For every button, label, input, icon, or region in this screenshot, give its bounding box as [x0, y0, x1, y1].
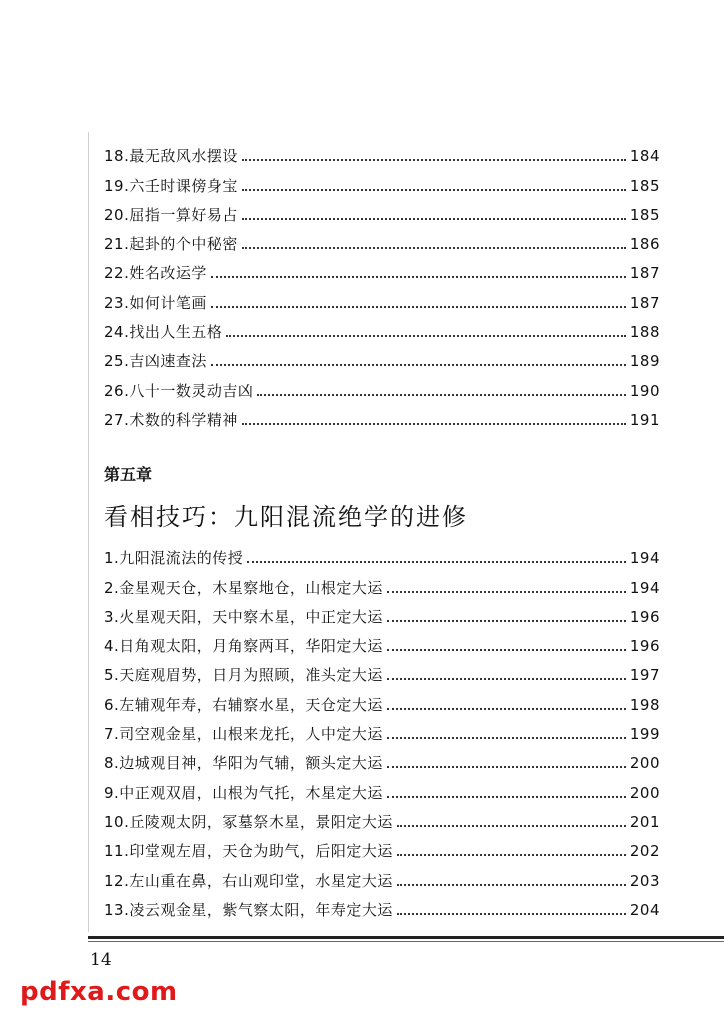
- dot-leader: [242, 247, 626, 249]
- dot-leader: [387, 737, 626, 739]
- toc-entry: [104, 656, 660, 685]
- toc-entry-title: 25.吉凶速查法: [104, 352, 207, 371]
- toc-entry: [104, 401, 660, 430]
- dot-leader: [247, 561, 626, 563]
- toc-entry: [104, 803, 660, 832]
- toc-entry-page: 189: [629, 352, 660, 371]
- toc-entry-title: 24.找出人生五格: [104, 323, 223, 342]
- toc-entry-title: 13.凌云观金星，紫气察太阳，年寿定大运: [104, 900, 393, 919]
- toc-entry-page: 199: [629, 725, 660, 744]
- toc-entry-page: 191: [629, 410, 660, 429]
- dot-leader: [242, 159, 626, 161]
- toc-entry: [104, 283, 660, 312]
- dot-leader: [387, 766, 626, 768]
- chapter-label: 第五章: [104, 465, 153, 484]
- toc-entry-page: 200: [629, 754, 660, 773]
- dot-leader: [242, 189, 626, 191]
- toc-entry-page: 196: [629, 607, 660, 626]
- dot-leader: [387, 591, 626, 593]
- toc-entry-title: 21.起卦的个中秘密: [104, 235, 238, 254]
- toc-entry: [104, 371, 660, 400]
- toc-entry-title: 3.火星观天阳，天中察木星，中正定大运: [104, 607, 383, 626]
- dot-leader: [211, 306, 626, 308]
- toc-entry: [104, 891, 660, 920]
- footer-rule: [88, 936, 724, 939]
- toc-entry-title: 7.司空观金星，山根来龙托，人中定大运: [104, 725, 383, 744]
- toc-entry-page: 200: [629, 783, 660, 802]
- toc-list-previous-chapter: [104, 137, 660, 430]
- toc-entry-page: 186: [629, 235, 660, 254]
- toc-entry: [104, 744, 660, 773]
- toc-entry: [104, 861, 660, 890]
- toc-entry-title: 5.天庭观眉势，日月为照顾，准头定大运: [104, 666, 383, 685]
- toc-entry: [104, 715, 660, 744]
- dot-leader: [387, 649, 626, 651]
- toc-entry: [104, 598, 660, 627]
- toc-entry-page: 204: [629, 900, 660, 919]
- toc-entry-title: 27.术数的科学精神: [104, 410, 238, 429]
- toc-entry-page: 202: [629, 842, 660, 861]
- toc-entry-page: 184: [629, 147, 660, 166]
- toc-entry-page: 197: [629, 666, 660, 685]
- toc-entry: [104, 539, 660, 568]
- toc-entry-title: 19.六壬时课傍身宝: [104, 176, 238, 195]
- dot-leader: [387, 678, 626, 680]
- toc-entry: [104, 627, 660, 656]
- toc-entry: [104, 137, 660, 166]
- toc-entry: [104, 313, 660, 342]
- toc-entry-title: 1.九阳混流法的传授: [104, 549, 244, 568]
- page-number: 14: [90, 950, 112, 970]
- toc-entry: [104, 225, 660, 254]
- dot-leader: [242, 218, 626, 220]
- dot-leader: [387, 796, 626, 798]
- toc-entry-page: 190: [629, 381, 660, 400]
- toc-entry-title: 11.印堂观左眉，天仓为助气，后阳定大运: [104, 842, 393, 861]
- toc-entry-page: 203: [629, 871, 660, 890]
- toc-entry-page: 198: [629, 695, 660, 714]
- left-margin-rule: [88, 132, 89, 932]
- dot-leader: [226, 335, 626, 337]
- toc-entry-title: 10.丘陵观太阴，冢墓祭木星，景阳定大运: [104, 812, 393, 831]
- toc-entry-title: 12.左山重在鼻，右山观印堂，水星定大运: [104, 871, 393, 890]
- chapter-title: 看相技巧：九阳混流绝学的进修: [104, 503, 468, 531]
- toc-entry-page: 187: [629, 293, 660, 312]
- toc-entry-title: 18.最无敌风水摆设: [104, 147, 238, 166]
- toc-entry: [104, 196, 660, 225]
- dot-leader: [211, 276, 626, 278]
- toc-entry-title: 8.边城观目神，华阳为气辅，额头定大运: [104, 754, 383, 773]
- toc-entry-page: 188: [629, 323, 660, 342]
- toc-entry: [104, 342, 660, 371]
- dot-leader: [397, 913, 626, 915]
- toc-entry: [104, 568, 660, 597]
- toc-entry-title: 6.左辅观年寿，右辅察水星，天仓定大运: [104, 695, 383, 714]
- toc-entry-page: 185: [629, 205, 660, 224]
- toc-entry-title: 20.屈指一算好易占: [104, 205, 238, 224]
- toc-entry-title: 26.八十一数灵动吉凶: [104, 381, 254, 400]
- toc-entry-page: 194: [629, 549, 660, 568]
- watermark-logo: pdfxa.com: [20, 977, 178, 1007]
- dot-leader: [387, 620, 626, 622]
- toc-entry-title: 9.中正观双眉，山根为气托，木星定大运: [104, 783, 383, 802]
- toc-entry-page: 201: [629, 812, 660, 831]
- toc-entry-page: 187: [629, 264, 660, 283]
- toc-entry: [104, 832, 660, 861]
- toc-entry: [104, 773, 660, 802]
- toc-entry-page: 185: [629, 176, 660, 195]
- dot-leader: [397, 884, 626, 886]
- toc-entry-title: 23.如何计笔画: [104, 293, 207, 312]
- dot-leader: [242, 423, 626, 425]
- dot-leader: [397, 854, 626, 856]
- toc-entry-title: 2.金星观天仓，木星察地仓，山根定大运: [104, 578, 383, 597]
- dot-leader: [397, 825, 626, 827]
- toc-entry: [104, 254, 660, 283]
- footer-rule-thin: [88, 941, 724, 942]
- toc-entry-page: 194: [629, 578, 660, 597]
- toc-entry: [104, 685, 660, 714]
- toc-entry-page: 196: [629, 637, 660, 656]
- toc-entry-title: 4.日角观太阳，月角察两耳，华阳定大运: [104, 637, 383, 656]
- toc-entry-title: 22.姓名改运学: [104, 264, 207, 283]
- toc-entry: [104, 166, 660, 195]
- dot-leader: [211, 364, 626, 366]
- toc-list-chapter-five: [104, 539, 660, 920]
- dot-leader: [257, 394, 626, 396]
- dot-leader: [387, 708, 626, 710]
